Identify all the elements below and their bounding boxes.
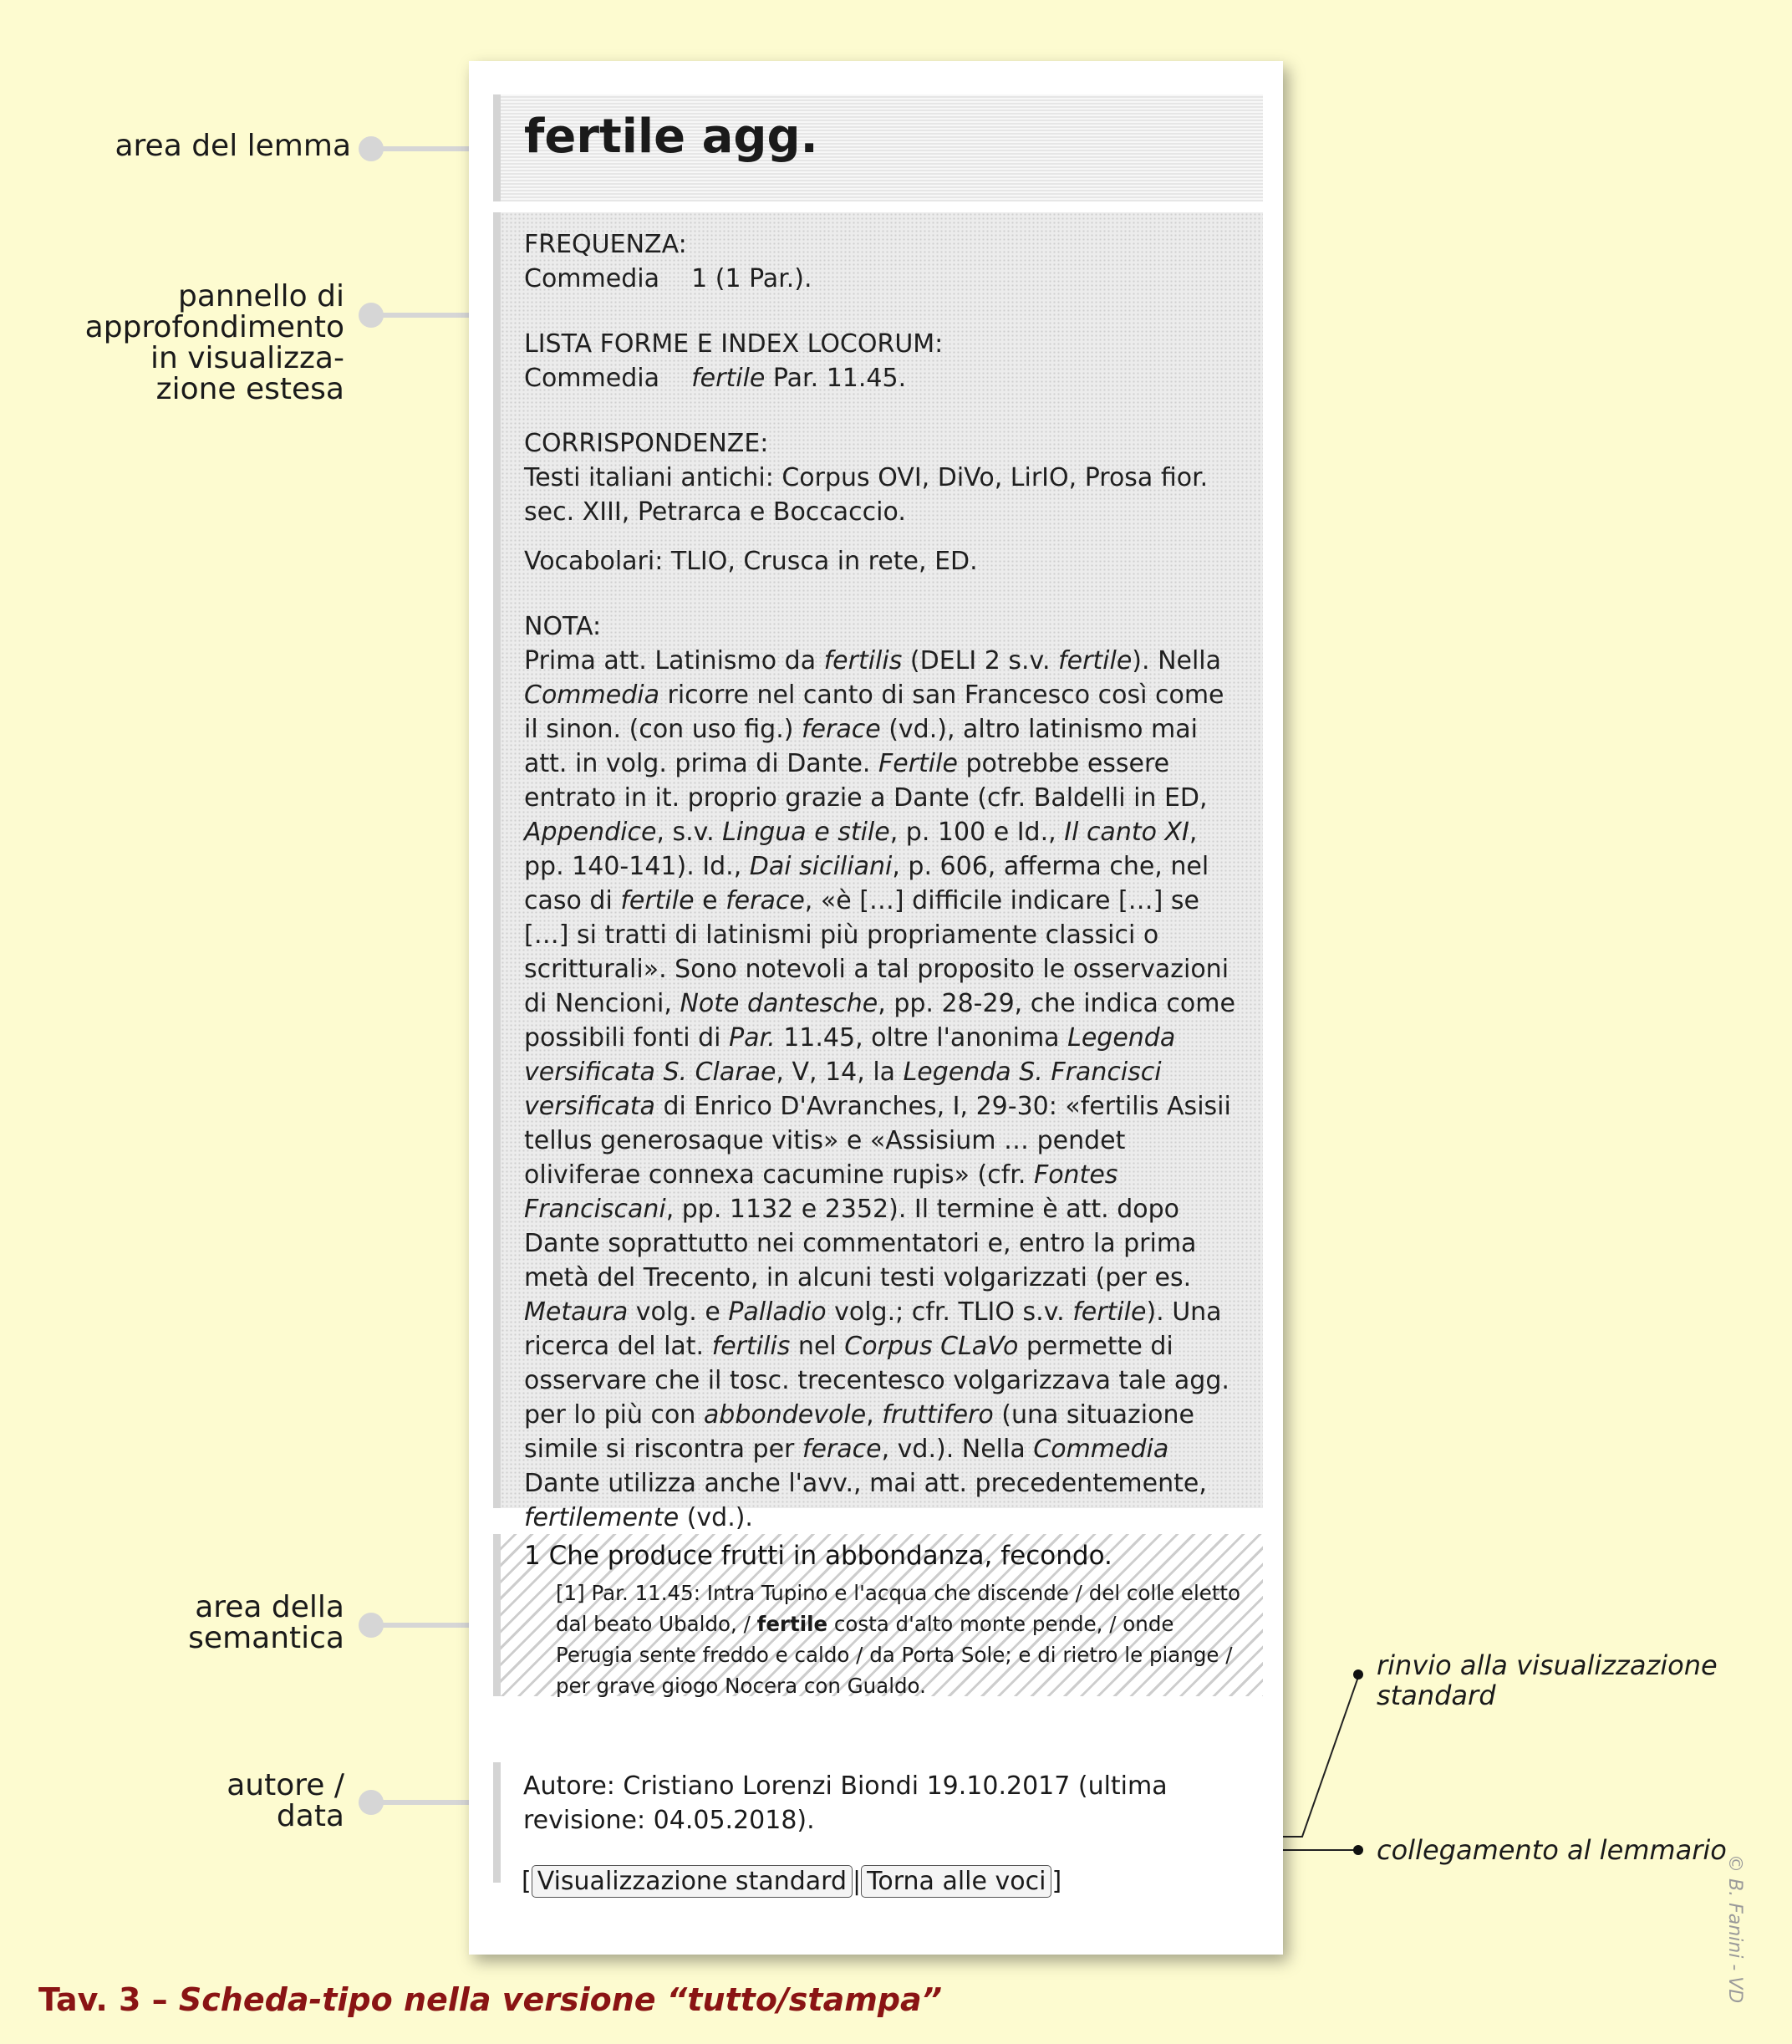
dictionary-entry-card [469,61,1283,1955]
copyright-notice: © B. Fanini - VD [1724,1854,1745,2004]
frequenza-heading: FREQUENZA: [524,230,687,259]
connector-dot-panel [359,303,384,328]
semantic-citation: [1] Par. 11.45: Intra Tupino e l'acqua che discende / del colle eletto dal beato Ubaldo, / fertile costa d'alto monte pende, / onde Perugia sente freddo e caldo / da Porta Sole; e di rietro le piange / per grave giogo Nocera con Gualdo. [556,1581,1241,1698]
button-row: [ Visualizzazione standard | Torna alle voci ] [522,1867,1062,1896]
author-date: Autore: Cristiano Lorenzi Biondi 19.10.2017 (ultima revisione: 04.05.2018). [523,1771,1168,1835]
testi-italiani: Testi italiani antichi: Corpus OVI, DiVo, LirIO, Prosa fior. sec. XIII, Petrarca e Boccaccio. [524,463,1209,527]
label-area-lemma: area del lemma [115,129,351,163]
figure-caption: Tav. 3 – Scheda-tipo nella versione “tutto/stampa” [38,1981,943,2018]
lemma-area [493,94,1263,201]
visualizzazione-standard-button[interactable]: Visualizzazione standard [532,1865,853,1898]
vocabolari: Vocabolari: TLIO, Crusca in rete, ED. [524,547,978,576]
connector-dot-author [359,1790,384,1815]
detail-panel [493,212,1263,1532]
nota-body: Prima att. Latinismo da fertilis (DELI 2 s.v. fertile). Nella Commedia ricorre nel canto di san Francesco così come il sinon. (con uso fig.) ferace (vd.), altro latinismo mai att. in volg. prima di Dante. Fertile potrebbe essere entrato in it. proprio grazie a Dante (cfr. Baldelli in ED, Appendice, s.v. Lingua e stile, p. 100 e Id., Il canto XI, pp. 140-141). Id., Dai siciliani, p. 606, afferma che, nel caso di fertile e ferace, «è […] difficile indicare […] se […] si tratti di latinismi più propriamente classici o scritturali». Sono notevoli a tal proposito le osservazioni di Nencioni, Note dantesche, pp. 28-29, che indica come possibili fonti di Par. 11.45, oltre l'anonima Legenda versificata S. Clarae, V, 14, la Legenda S. Francisci versificata di Enrico D'Avranches, I, 29-30: «fertilis Asisii tellus generosaque vitis» e «Assisium … pendet oliviferae connexa cacumine rupis» (cfr. Fontes Franciscani, pp. 1132 e 2352). Il termine è att. dopo Dante soprattutto nei commentatori e, entro la prima metà del Trecento, in alcuni testi volgarizzati (per es. Metaura volg. e Palladio volg.; cfr. TLIO s.v. fertile). Una ricerca del lat. fertilis nel Corpus CLaVo permette di osservare che il tosc. trecentesco volgarizzava tale agg. per lo più con abbondevole, fruttifero (una situazione simile si riscontra per ferace, vd.). Nella Commedia Dante utilizza anche l'avv., mai att. precedentemente, fertilemente (vd.). [524,646,1235,1532]
nota-heading: NOTA: [524,612,602,641]
label-rinvio: rinvio alla visualizzazione standard [1377,1649,1718,1711]
torna-alle-voci-button[interactable]: Torna alle voci [861,1865,1051,1898]
label-collegamento: collegamento al lemmario [1377,1834,1727,1866]
label-autore-data: autore / data [227,1768,344,1833]
lista-line: Commedia fertile Par. 11.45. [524,364,907,393]
lemma-title: fertile agg. [524,110,818,164]
connector-dot-lemma [359,136,384,161]
label-area-semantica: area della semantica [188,1590,344,1655]
semantic-definition: 1 Che produce frutti in abbondanza, fecondo. [524,1541,1112,1571]
corrispondenze-heading: CORRISPONDENZE: [524,429,769,458]
lista-heading: LISTA FORME E INDEX LOCORUM: [524,329,944,359]
connector-dot-semantic [359,1613,384,1638]
frequenza-line: Commedia 1 (1 Par.). [524,264,812,293]
label-pannello: pannello di approfondimento in visualizza- zione estesa [84,279,344,406]
semantic-area [493,1534,1263,1696]
